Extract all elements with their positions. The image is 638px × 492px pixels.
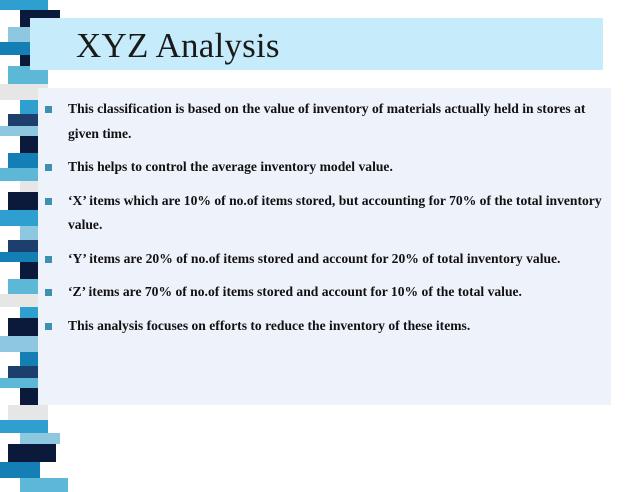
stripe-segment: [20, 478, 68, 492]
stripe-segment: [0, 294, 40, 307]
stripe-segment: [0, 462, 40, 478]
square-bullet-icon: [45, 106, 52, 113]
stripe-segment: [0, 210, 40, 226]
slide-title: XYZ Analysis: [76, 26, 280, 65]
stripe-segment: [0, 126, 40, 136]
stripe-segment: [0, 0, 48, 10]
list-item: [40, 280, 610, 305]
square-bullet-icon: [45, 198, 52, 205]
bullet-text: ‘Y’ items are 20% of no.of items stored and account for 20% of total inventory value.: [68, 250, 561, 266]
stripe-segment: [0, 378, 40, 388]
stripe-segment: [8, 444, 56, 462]
list-item: [40, 314, 610, 339]
list-item: [40, 97, 610, 146]
stripe-segment: [0, 420, 48, 433]
square-bullet-icon: [45, 256, 52, 263]
bullet-text: This helps to control the average inventory model value.: [68, 159, 393, 174]
bullet-text: This classification is based on the value of inventory of materials actually held in stores at given time.: [68, 101, 586, 141]
list-item: [40, 189, 610, 238]
square-bullet-icon: [45, 323, 52, 330]
stripe-segment: [20, 433, 60, 444]
list-item: [40, 247, 610, 272]
bullet-text: This analysis focuses on efforts to reduce the inventory of these items.: [68, 317, 471, 333]
stripe-segment: [8, 405, 48, 420]
bullet-text: ‘Z’ items are 70% of no.of items stored and account for 10% of the total value.: [68, 284, 522, 299]
square-bullet-icon: [45, 289, 52, 296]
list-item: [40, 155, 610, 180]
square-bullet-icon: [45, 164, 52, 171]
bullet-list: [40, 97, 610, 347]
bullet-text: ‘X’ items which are 10% of no.of items stored, but accounting for 70% of the total inventory value.: [68, 192, 602, 232]
